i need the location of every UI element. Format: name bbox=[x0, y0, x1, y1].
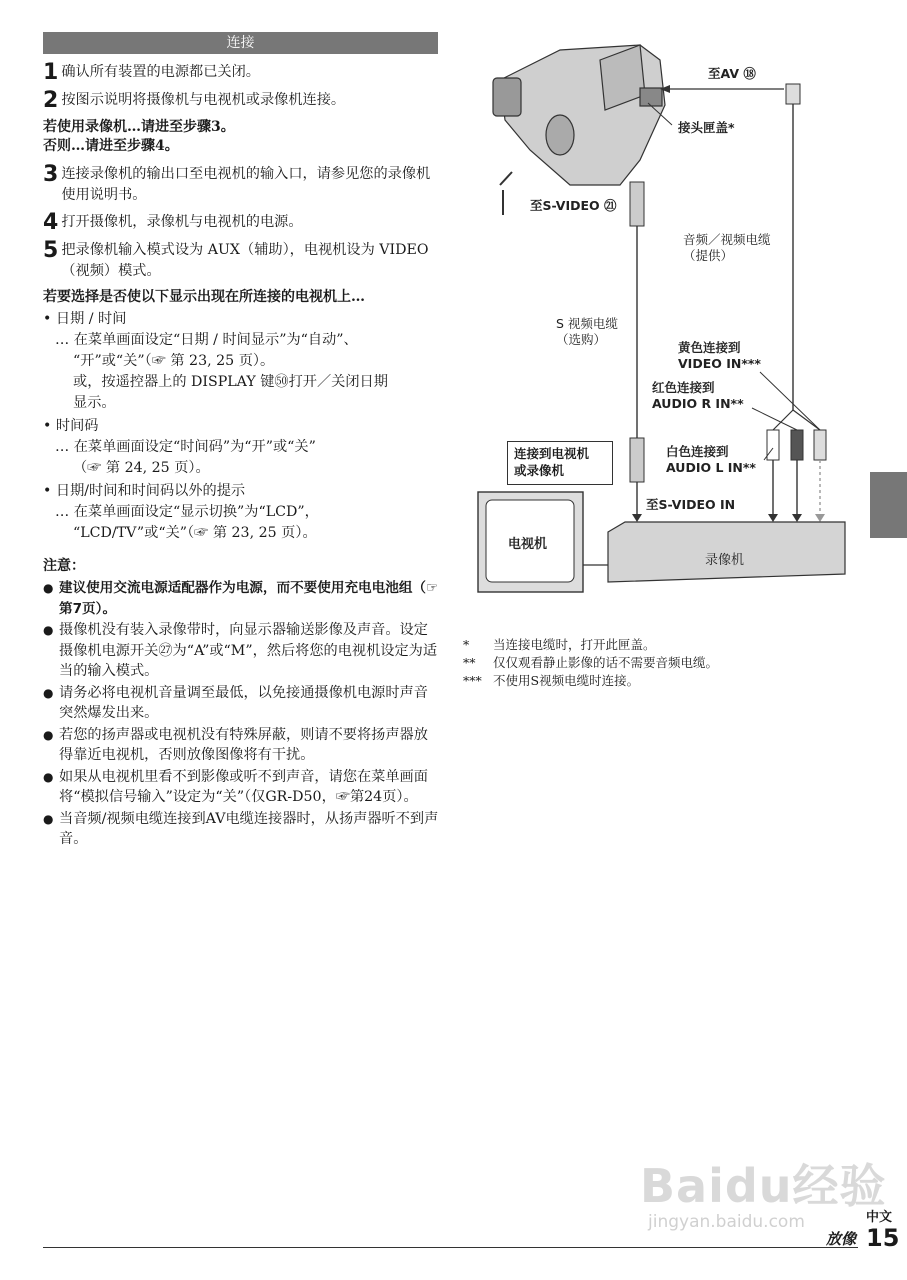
footnote-mark: *** bbox=[463, 673, 482, 688]
item-title: • 时间码 bbox=[43, 418, 99, 434]
item-line: “开”或“关”（☞ 第 23, 25 页）。 bbox=[73, 353, 275, 369]
rca-plugs-icon bbox=[767, 430, 826, 460]
footnote-text: 不使用S视频电缆时连接。 bbox=[493, 673, 640, 688]
label-line: 连接到电视机 bbox=[514, 446, 590, 461]
label-line: 红色连接到 bbox=[652, 380, 715, 395]
item-line: “LCD/TV”或“关”（☞ 第 23, 25 页）。 bbox=[73, 525, 317, 541]
label-white bbox=[666, 444, 756, 476]
label-line: S 视频电缆 bbox=[556, 316, 618, 331]
footnote-mark: ** bbox=[463, 655, 476, 670]
condition-vcr: 若使用录像机…请进至步骤3。 bbox=[43, 119, 235, 135]
bullet-icon: ● bbox=[43, 727, 54, 742]
step-text: 按图示说明将摄像机与电视机或录像机连接。 bbox=[61, 92, 346, 108]
note-text: 建议使用交流电源适配器作为电源，而不要使用充电电池组（☞第7页）。 bbox=[59, 580, 439, 617]
label-to-svideo-in: 至S-VIDEO IN bbox=[646, 497, 736, 512]
vcr-icon bbox=[608, 522, 845, 582]
footnote bbox=[463, 636, 718, 654]
label-line: 或录像机 bbox=[514, 463, 565, 478]
page-number: 15 bbox=[866, 1224, 900, 1252]
label-connect-box bbox=[507, 441, 613, 485]
bullet-icon: ● bbox=[43, 581, 54, 595]
item-line: … 在菜单画面设定“时间码”为“开”或“关” bbox=[55, 439, 316, 455]
bullet-icon: ● bbox=[43, 623, 54, 637]
step-number: 3 bbox=[43, 162, 59, 187]
step-number: 2 bbox=[43, 88, 59, 113]
note-text: 摄像机没有装入录像带时，向显示器输送影像及声音。设定摄像机电源开关㉗为“A”或“M”，然后将您的电视机设定为适当的输入模式。 bbox=[59, 622, 438, 679]
item-title: • 日期 / 时间 bbox=[43, 311, 127, 327]
label-line: （提供） bbox=[683, 248, 734, 263]
note-text: 当音频/视频电缆连接到AV电缆连接器时，从扬声器听不到声音。 bbox=[59, 810, 439, 847]
label-vcr: 录像机 bbox=[705, 553, 745, 568]
note-item bbox=[43, 767, 441, 808]
bullet-icon: ● bbox=[43, 685, 54, 700]
watermark-url: jingyan.baidu.com bbox=[648, 1212, 805, 1232]
step-number: 4 bbox=[43, 210, 59, 235]
label-line: 白色连接到 bbox=[666, 444, 729, 459]
label-av-cable bbox=[683, 232, 771, 264]
camcorder-icon bbox=[493, 45, 665, 185]
footer-section: 放像 bbox=[826, 1230, 857, 1248]
label-line: VIDEO IN*** bbox=[678, 356, 761, 371]
note-text: 请务必将电视机音量调至最低，以免接通摄像机电源时声音突然爆发出来。 bbox=[59, 684, 428, 721]
note-item bbox=[43, 809, 441, 850]
bullet-icon: ● bbox=[43, 769, 54, 784]
footnote-text: 仅仅观看静止影像的话不需要音频电缆。 bbox=[493, 655, 719, 670]
footer-language: 中文 bbox=[866, 1210, 893, 1225]
label-line: （选购） bbox=[556, 332, 607, 347]
note-text: 如果从电视机里看不到影像或听不到声音，请您在菜单画面将“模拟信号输入”设定为“关”（仅GR-D50，☞第24页）。 bbox=[59, 768, 428, 805]
step-text: 连接录像机的输出口至电视机的输入口，请参见您的录像机使用说明书。 bbox=[61, 166, 431, 203]
label-line: 音频／视频电缆 bbox=[683, 232, 771, 247]
display-heading: 若要选择是否使以下显示出现在所连接的电视机上… bbox=[43, 289, 365, 305]
side-tab bbox=[870, 472, 907, 538]
step-text: 打开摄像机，录像机与电视机的电源。 bbox=[61, 214, 303, 230]
label-to-svideo: 至S-VIDEO ㉑ bbox=[530, 198, 617, 213]
label-line: 黄色连接到 bbox=[678, 340, 741, 355]
item-line: 显示。 bbox=[73, 395, 116, 411]
item-line: … 在菜单画面设定“显示切换”为“LCD”， bbox=[55, 504, 319, 520]
note-item bbox=[43, 725, 441, 766]
footnote bbox=[463, 654, 718, 672]
section-title: 连接 bbox=[43, 32, 438, 54]
notes-title: 注意： bbox=[43, 558, 85, 574]
note-text: 若您的扬声器或电视机没有特殊屏蔽，则请不要将扬声器放得靠近电视机，否则放像图像将有干扰。 bbox=[59, 726, 428, 763]
item-line: 或，按遥控器上的 DISPLAY 键㊿打开／关闭日期 bbox=[73, 374, 388, 390]
step-number: 1 bbox=[43, 60, 59, 85]
label-red bbox=[652, 380, 744, 412]
label-yellow bbox=[678, 340, 761, 372]
svideo-plug-icon bbox=[500, 172, 512, 215]
footer-divider bbox=[43, 1247, 858, 1248]
label-line: AUDIO R IN** bbox=[652, 396, 744, 411]
label-tv: 电视机 bbox=[508, 537, 548, 552]
bullet-icon: ● bbox=[43, 811, 54, 826]
label-s-cable bbox=[556, 316, 618, 348]
step-text: 确认所有装置的电源都已关闭。 bbox=[61, 64, 260, 80]
label-to-av: 至AV ⑱ bbox=[708, 66, 756, 81]
av-plug-icon bbox=[786, 84, 800, 104]
item-line: … 在菜单画面设定“日期 / 时间显示”为“自动”、 bbox=[55, 332, 358, 348]
footnote bbox=[463, 672, 718, 690]
item-title: • 日期/时间和时间码以外的提示 bbox=[43, 483, 246, 499]
step-text: 把录像机输入模式设为 AUX（辅助），电视机设为 VIDEO（视频）模式。 bbox=[61, 242, 429, 279]
label-connector-cover: 接头匣盖* bbox=[678, 120, 735, 135]
footnotes bbox=[463, 636, 718, 690]
footnote-text: 当连接电缆时，打开此匣盖。 bbox=[493, 637, 656, 652]
footnote-mark: * bbox=[463, 637, 470, 652]
condition-else: 否则…请进至步骤4。 bbox=[43, 138, 179, 154]
item-line: （☞ 第 24, 25 页）。 bbox=[73, 460, 210, 476]
watermark-logo: Baidu经验 bbox=[640, 1159, 887, 1213]
label-line: AUDIO L IN** bbox=[666, 460, 756, 475]
svideo-connector-icon bbox=[630, 182, 644, 226]
step-number: 5 bbox=[43, 238, 59, 263]
